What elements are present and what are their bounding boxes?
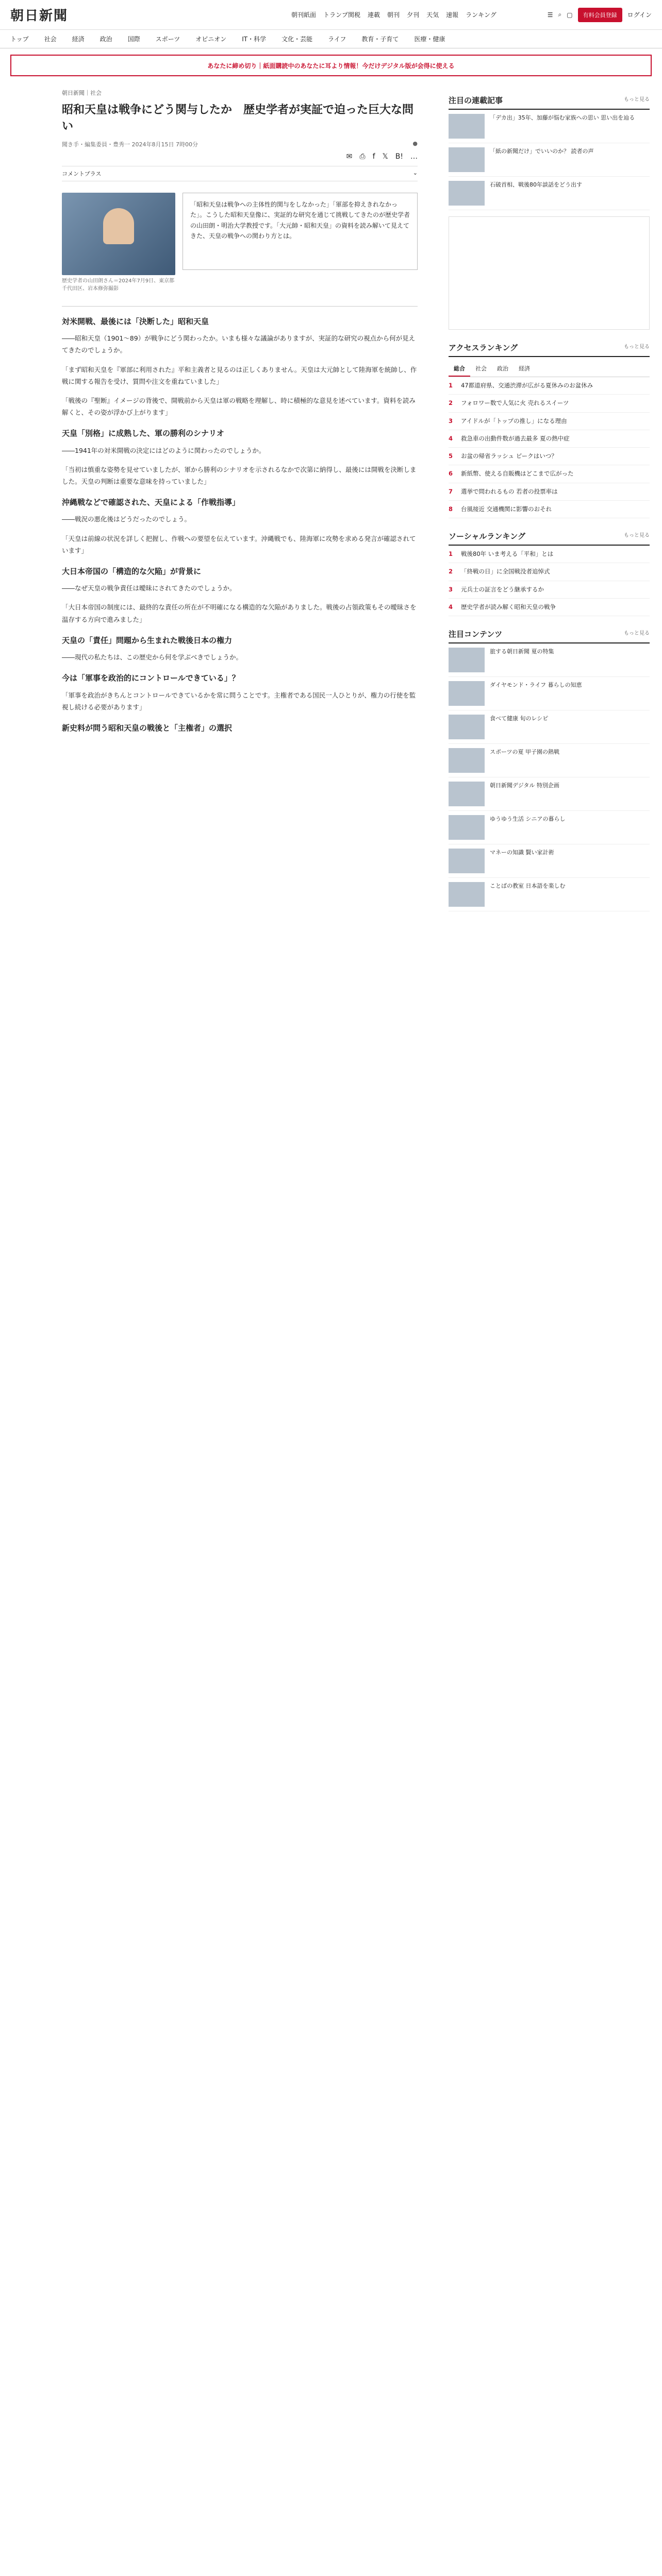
article-main [10,82,418,911]
x-icon[interactable]: 𝕏 [382,152,388,161]
paragraph: ――現代の私たちは、この歴史から何を学ぶべきでしょうか。 [62,653,243,662]
social-ranking-block [449,531,650,616]
nav-item[interactable]: 天気 [426,11,439,19]
rank-number: 2 [449,568,453,575]
bookmark-icon[interactable]: ▢ [567,11,573,19]
tab-economy[interactable]: 経済 [519,365,530,372]
featured-item[interactable] [449,677,650,710]
section-heading: 対米開戦、最後には「決断した」昭和天皇 [62,316,209,326]
list-item[interactable] [449,177,650,210]
rank-number: 4 [449,434,453,442]
item-text: 食べて健康 旬のレシピ [490,715,549,722]
item-text: 朝日新聞デジタル 特別企画 [490,782,559,789]
thumbnail [449,748,485,773]
section-heading: 天皇「別格」に成熟した、軍の勝利のシナリオ [62,429,224,438]
nav-item[interactable]: ランキング [466,11,496,19]
thumbnail [449,114,485,139]
sidebar [449,82,650,911]
ranking-text: 歴史学者が読み解く昭和天皇の戦争 [461,603,556,611]
ranking-item[interactable] [449,395,650,412]
featured-item[interactable] [449,777,650,811]
rank-number: 2 [449,399,453,407]
list-item[interactable] [449,143,650,177]
nav-item[interactable]: 連載 [368,11,380,19]
article-title: 昭和天皇は戦争にどう関与したか 歴史学者が実証で迫った巨大な問い [62,104,414,133]
featured-block [449,629,650,911]
ranking-item[interactable] [449,581,650,599]
list-item[interactable] [449,110,650,143]
thumbnail [449,681,485,706]
category-item[interactable]: 国際 [127,36,140,43]
rank-number: 3 [449,585,453,593]
ranking-item[interactable] [449,483,650,501]
menu-icon[interactable]: ☰ [547,11,553,19]
ranking-text: お盆の帰省ラッシュ ピークはいつ？ [461,452,557,460]
ranking-text: 台風接近 交通機関に影響のおそれ [461,505,552,513]
paragraph: 「天皇は前線の状況を詳しく把握し、作戦への要望を伝えています。沖縄戦でも、陸海軍に攻勢を求める発言が確認されています」 [62,534,416,554]
access-ranking-title [449,342,650,357]
site-header [0,0,662,30]
mail-icon[interactable]: ✉ [346,152,353,161]
rank-number: 4 [449,603,453,611]
top-navigation [291,10,496,19]
nav-item[interactable]: 速報 [446,11,459,19]
section-heading: 天皇の「責任」問題から生まれた戦後日本の権力 [62,635,233,645]
tab-politics[interactable]: 政治 [497,365,508,372]
paragraph: ――昭和天皇（1901～89）が戦争にどう関わったか。いまも様々な議論がありますが、実証的な研究の視点から何が見えてきたのでしょうか。 [62,334,416,354]
thumbnail [449,715,485,739]
subscribe-button[interactable]: 有料会員登録 [578,8,622,22]
ranking-text: アイドルが「トップの推し」になる理由 [461,417,567,425]
paragraph: 「当初は慎重な姿勢を見せていましたが、軍から勝利のシナリオを示されるなかで次第に納得し、最後には開戦を決断しました。天皇の判断は重要な意味を持っていました」 [62,465,417,485]
category-item[interactable]: 社会 [44,36,57,43]
paragraph: ――なぜ天皇の戦争責任は曖昧にされてきたのでしょうか。 [62,584,236,592]
category-navigation [0,30,662,48]
featured-item[interactable] [449,878,650,911]
avatar: ● [412,140,418,147]
social-ranking-title [449,531,650,546]
thumbnail [449,849,485,873]
category-item[interactable]: IT・科学 [242,36,267,43]
ranking-item[interactable] [449,413,650,430]
more-link[interactable]: もっと見る [624,631,650,636]
search-icon[interactable]: ⌕ [558,11,562,18]
item-text: 石破首相、戦後80年談話をどう出す [490,181,582,188]
section-heading: 沖縄戦などで確認された、天皇による「作戦指導」 [62,497,240,507]
more-link[interactable]: もっと見る [624,344,650,350]
item-text: スポーツの夏 甲子園の熱戦 [490,749,560,755]
item-text: ダイヤモンド・ライフ 暮らしの知恵 [490,682,582,688]
featured-item[interactable] [449,744,650,777]
rank-number: 5 [449,452,453,460]
social-title-text: ソーシャルランキング [449,532,525,541]
category-item[interactable]: 教育・子育て [361,36,399,43]
paragraph: 「大日本帝国の制度には、最終的な責任の所在が不明確になる構造的な欠陥がありました。戦後の占領政策もその曖昧さを温存する方向で進みました」 [62,603,417,623]
rank-number: 1 [449,550,453,557]
ranking-item[interactable] [449,430,650,448]
section-heading: 大日本帝国の「構造的な欠陥」が背景に [62,566,202,576]
thumbnail [449,648,485,672]
chevron-down-icon[interactable]: ⌄ [412,169,418,176]
item-text: マネーの知識 賢い家計術 [490,849,554,856]
featured-item[interactable] [449,643,650,677]
site-logo[interactable]: 朝日新聞 [10,8,69,24]
section-heading: 新史料が問う昭和天皇の戦後と「主権者」の選択 [62,723,233,733]
category-item[interactable]: 医療・健康 [414,36,445,43]
article-photo[interactable] [62,193,175,275]
category-item[interactable]: 政治 [100,36,112,43]
ranking-item[interactable] [449,599,650,616]
breadcrumb[interactable]: 朝日新聞｜社会 [62,90,102,96]
thumbnail [449,181,485,206]
ranking-item[interactable] [449,501,650,518]
byline-text: 聞き手・編集委員・豊秀一 2024年8月15日 7時00分 [62,141,198,148]
notice-block [449,95,650,210]
featured-item[interactable] [449,710,650,744]
nav-item[interactable]: 朝刊 [387,11,400,19]
featured-title [449,629,650,643]
access-ranking-block [449,342,650,518]
ranking-text: 戦後80年 いま考える「平和」とは [461,550,554,557]
ranking-text: 選挙で問われるもの 若者の投票率は [461,487,558,495]
rank-number: 8 [449,505,453,513]
nav-item[interactable]: トランプ関税 [323,11,361,19]
comment-plus-label[interactable]: コメントプラス [62,170,102,177]
ranking-item[interactable] [449,546,650,563]
notice-title [449,95,650,110]
facebook-icon[interactable]: f [372,152,375,161]
content-wrap [0,82,662,911]
tab-all[interactable]: 総合 [449,361,470,377]
more-link[interactable]: もっと見る [624,97,650,103]
category-item[interactable]: オピニオン [195,36,227,43]
ranking-item[interactable] [449,448,650,465]
share-row [62,152,418,161]
category-item[interactable]: 経済 [72,36,85,43]
notice-title-text: 注目の連載記事 [449,96,503,105]
item-text: 「紙の新聞だけ」でいいのか？ 読者の声 [490,148,594,155]
ranking-text: 救急車の出動件数が過去最多 夏の熱中症 [461,434,570,442]
paragraph: 「まず昭和天皇を『軍部に利用された』平和主義者と見るのは正しくありません。天皇は大元帥として陸海軍を統帥し、作戦に関する報告を受け、質問や注文を重ねていました」 [62,365,417,385]
thumbnail [449,882,485,907]
lead-box: 「昭和天皇は戦争への主体性的関与をしなかった」「軍部を抑えきれなかった」。こうした昭和天皇像に、実証的な研究を通じて挑戦してきたのが歴史学者の山田朗・明治大学教授です。「大元帥・昭和天皇」の資料を読み解いて見えてきた、天皇の戦争への関わり方とは。 [183,193,418,270]
item-text: ことばの教室 日本語を楽しむ [490,883,566,889]
category-item[interactable]: 文化・芸能 [282,36,313,43]
print-icon[interactable]: ⎙ [359,152,366,161]
thumbnail [449,815,485,840]
paragraph: 「戦後の『聖断』イメージの背後で、開戦前から天皇は軍の戦略を理解し、時に積極的な意見を述べています。資料を読み解くと、その姿が浮かび上がります」 [62,396,416,416]
paragraph: 「軍事を政治がきちんとコントロールできているかを常に問うことです。主権者である国民一人ひとりが、権力の行使を監視し続ける必要があります」 [62,691,416,711]
header-tools [548,8,652,22]
featured-item[interactable] [449,811,650,844]
ranking-text: 「終戦の日」に全国戦没者追悼式 [461,568,550,575]
comment-plus-bar [62,166,418,181]
ranking-text: 元兵士の証言をどう継承するか [461,585,544,593]
photo-caption: 歴史学者の山田朗さん＝2024年7月9日、東京都千代田区、岩本修弥撮影 [62,278,175,292]
thumbnail [449,147,485,172]
category-item[interactable]: トップ [10,36,29,43]
featured-title-text: 注目コンテンツ [449,630,503,639]
more-link[interactable]: もっと見る [624,533,650,538]
ad-box[interactable] [449,216,650,330]
divider [62,306,418,307]
rank-number: 7 [449,487,453,495]
ranking-item[interactable] [449,377,650,395]
rank-number: 6 [449,470,453,478]
lead-section [62,193,418,293]
category-item[interactable]: スポーツ [155,36,180,43]
hatena-icon[interactable]: B! [395,152,403,161]
ranking-text: 47都道府県、交通渋滞が広がる夏休みのお盆休み [461,382,593,389]
featured-item[interactable] [449,844,650,878]
thumbnail [449,782,485,806]
access-title-text: アクセスランキング [449,343,518,352]
ranking-item[interactable] [449,465,650,483]
nav-item[interactable]: 朝刊紙面 [291,11,317,19]
paragraph: ――1941年の対米開戦の決定にはどのように関わったのでしょうか。 [62,446,266,454]
rank-number: 1 [449,382,453,389]
article-byline [62,140,418,148]
tab-society[interactable]: 社会 [475,365,487,372]
ranking-tabs [449,361,650,377]
item-text: 「デカ出」35年、加藤が悩む家族への思い 思い出を辿る [490,114,635,121]
more-icon[interactable]: … [410,152,418,161]
item-text: 旅する朝日新聞 夏の特集 [490,648,554,655]
promo-banner[interactable]: あなたに締め切り｜紙面購読中のあなたに耳より情報！今だけデジタル版が会得に使える [10,55,652,76]
ranking-text: 新紙幣、使える自販機はどこまで広がった [461,470,574,478]
item-text: ゆうゆう生活 シニアの暮らし [490,816,566,822]
nav-item[interactable]: 夕刊 [407,11,420,19]
ranking-item[interactable] [449,563,650,581]
section-heading: 今は「軍事を政治的にコントロールできている」？ [62,673,240,683]
rank-number: 3 [449,417,453,425]
ranking-text: フォロワー数で人気に火 売れるスイーツ [461,399,569,407]
paragraph: ――戦況の悪化後はどうだったのでしょう。 [62,515,191,523]
category-item[interactable]: ライフ [328,36,346,43]
login-link[interactable]: ログイン [627,11,652,19]
